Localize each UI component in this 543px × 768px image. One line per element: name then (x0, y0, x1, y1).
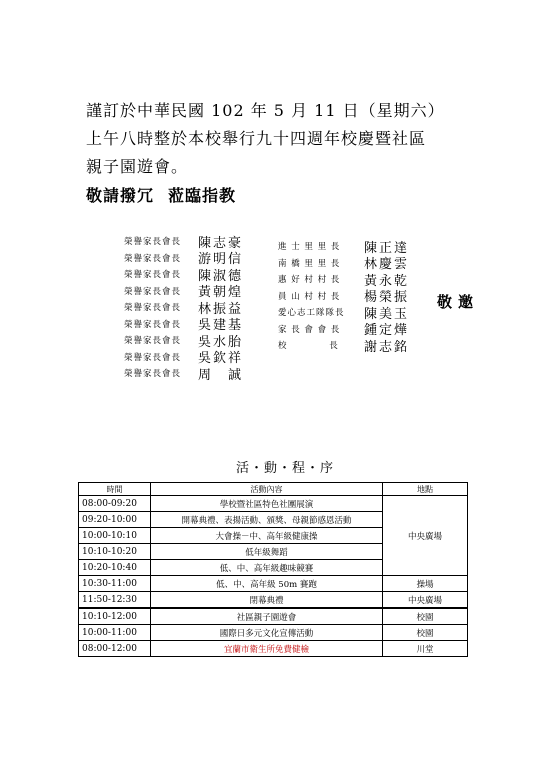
host-name: 楊榮振 (364, 290, 410, 306)
row-activity: 開幕典禮、表揚活動、頒獎、母親節感恩活動 (151, 512, 383, 528)
row-time: 08:00-12:00 (79, 641, 151, 657)
intro-line-1: 謹訂於中華民國 102 年 5 月 11 日（星期六） (86, 101, 445, 120)
schedule-row (79, 576, 468, 592)
host-title: 榮譽家長會長 (124, 237, 182, 248)
closing-text: 敬邀 (437, 293, 480, 311)
host-title: 家 長 會 會 長 (278, 324, 341, 335)
host-row (124, 316, 243, 333)
host-name: 游明信 (198, 252, 244, 268)
host-name: 陳正達 (364, 240, 410, 256)
row-activity: 低年級舞蹈 (151, 544, 383, 560)
host-title: 惠 好 村 村 長 (278, 275, 341, 286)
row-time: 10:00-11:00 (79, 625, 151, 641)
host-row (278, 337, 409, 354)
host-row (278, 271, 409, 288)
host-name: 吳水胎 (198, 334, 244, 350)
host-title: 榮譽家長會長 (124, 336, 182, 347)
host-name: 鍾定燁 (364, 323, 410, 339)
row-activity: 國際日多元文化宣傳活動 (151, 625, 383, 641)
row-location: 操場 (383, 576, 468, 592)
host-name: 黃朝煌 (198, 285, 244, 301)
host-row (278, 304, 409, 321)
host-row (278, 288, 409, 305)
row-time: 10:30-11:00 (79, 576, 151, 592)
row-time: 11:50-12:30 (79, 592, 151, 609)
host-row (124, 349, 243, 366)
host-row (124, 365, 243, 382)
invite-part-1: 敬請撥冗 (86, 186, 155, 205)
host-title: 員 山 村 村 長 (278, 291, 341, 302)
header-activity: 活動內容 (151, 483, 383, 496)
host-name: 林慶雲 (364, 257, 410, 273)
host-row (124, 233, 243, 250)
invitation-text (86, 97, 486, 181)
row-location-merged: 中央廣場 (383, 496, 468, 576)
row-activity: 低、中、高年級 50m 賽跑 (151, 576, 383, 592)
row-time: 10:20-10:40 (79, 560, 151, 576)
host-name: 吳欽祥 (198, 351, 244, 367)
host-row (124, 266, 243, 283)
host-name: 陳志豪 (198, 235, 244, 251)
header-location: 地點 (383, 483, 468, 496)
host-name: 黃永乾 (364, 273, 410, 289)
schedule-row (79, 592, 468, 609)
host-title: 榮譽家長會長 (124, 319, 182, 330)
host-title: 進 士 里 里 長 (278, 242, 341, 253)
invite-part-2: 蒞臨指教 (168, 186, 237, 205)
row-location: 中央廣場 (383, 592, 468, 609)
row-time: 09:20-10:00 (79, 512, 151, 528)
row-activity: 大會操－中、高年級健康操 (151, 528, 383, 544)
intro-line-2: 上午八時整於本校舉行九十四週年校慶暨社區 (86, 129, 427, 148)
host-title: 榮譽家長會長 (124, 286, 182, 297)
row-activity: 低、中、高年級趣味競賽 (151, 560, 383, 576)
row-time: 10:00-10:10 (79, 528, 151, 544)
host-title: 南 橋 里 里 長 (278, 258, 341, 269)
hosts-left-column (124, 233, 243, 382)
schedule-title: 活・動・程・序 (236, 461, 335, 476)
header-time: 時間 (79, 483, 151, 496)
schedule-table (78, 482, 468, 657)
host-row (278, 238, 409, 255)
row-activity: 閉幕典禮 (151, 592, 383, 609)
row-location: 校園 (383, 625, 468, 641)
schedule-row (79, 496, 468, 512)
host-row (124, 250, 243, 267)
row-activity: 宜蘭市衛生所免費健檢 (151, 641, 383, 657)
host-title: 榮譽家長會長 (124, 352, 182, 363)
host-name: 謝志銘 (364, 339, 410, 355)
schedule-row (79, 608, 468, 625)
host-name: 周 誠 (198, 367, 244, 383)
host-title: 榮譽家長會長 (124, 253, 182, 264)
host-name: 陳美玉 (364, 306, 410, 322)
host-title: 愛心志工隊隊長 (278, 308, 345, 319)
host-title: 榮譽家長會長 (124, 270, 182, 281)
row-time: 10:10-12:00 (79, 608, 151, 625)
host-name: 吳建基 (198, 318, 244, 334)
row-time: 10:10-10:20 (79, 544, 151, 560)
host-title: 校 長 (278, 341, 339, 352)
intro-line-3: 親子園遊會。 (86, 157, 189, 176)
host-row (124, 299, 243, 316)
host-name: 陳淑德 (198, 268, 244, 284)
row-activity: 學校暨社區特色社團展演 (151, 496, 383, 512)
row-activity: 社區親子園遊會 (151, 608, 383, 625)
schedule-row (79, 625, 468, 641)
invite-line (86, 183, 250, 206)
host-title: 榮譽家長會長 (124, 303, 182, 314)
schedule-header-row (79, 483, 468, 496)
row-time: 08:00-09:20 (79, 496, 151, 512)
host-row (278, 321, 409, 338)
row-location: 川堂 (383, 641, 468, 657)
host-title: 榮譽家長會長 (124, 369, 182, 380)
host-name: 林振益 (198, 301, 244, 317)
host-row (124, 332, 243, 349)
host-row (124, 283, 243, 300)
schedule-row (79, 641, 468, 657)
hosts-right-column (278, 238, 409, 354)
host-row (278, 255, 409, 272)
row-location: 校園 (383, 608, 468, 625)
